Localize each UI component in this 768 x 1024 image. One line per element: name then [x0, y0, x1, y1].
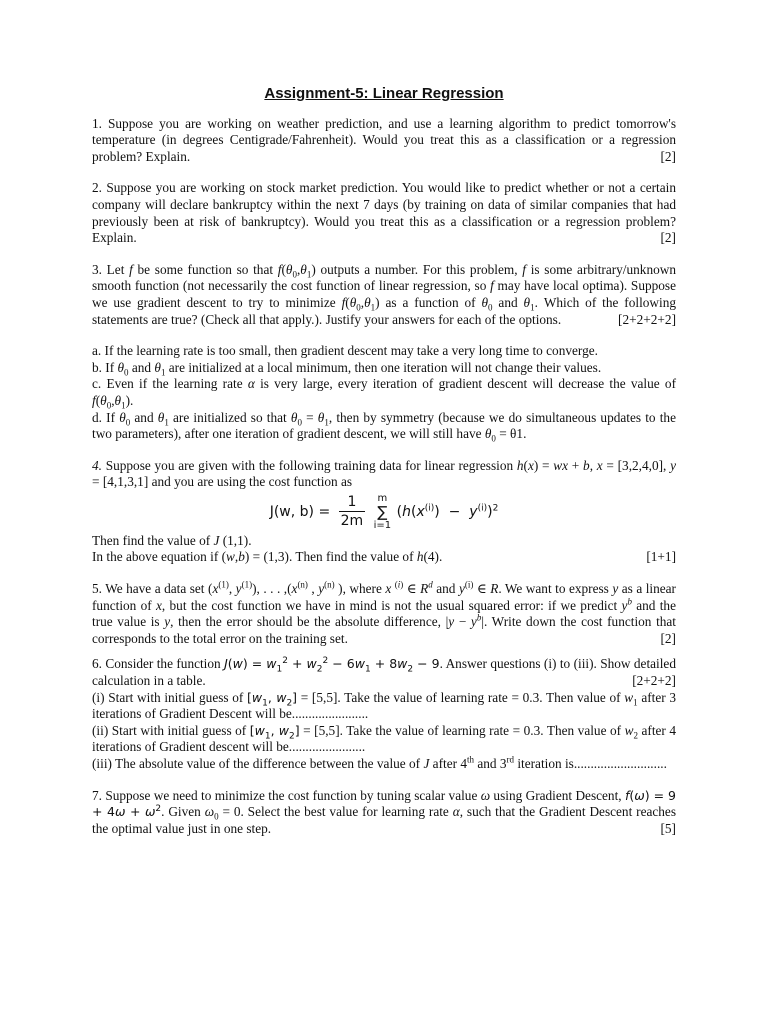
formula-body: $(h(x^{(i)}) - y^{(i)})^2$ [396, 503, 499, 520]
question-3-text: 3. Let f be some function so that $f(\theta_0,\theta_1)$ outputs a number. For this problem, f is some arbitrary/unknown smooth function (not necessarily the cost function of linear regression, so f may have local optima). Suppose we use gradient descent to try to minimize $f(\theta_0,\theta_1)$ as a function of $\theta_0$ and $\theta_1$. Which of the following statements are true? (Check all that apply.). Justify your answers for each of the options. [92, 261, 677, 327]
question-6-part-iii: (iii) The absolute value of the difference between the value of J after 4th and 3rd iteration is............................ [92, 754, 667, 771]
page-title: Assignment-5: Linear Regression [264, 85, 504, 102]
question-2-marks: [2] [660, 230, 676, 246]
option-d: d. If $\theta_0$ and $\theta_1$ are initialized so that $\theta_0 = \theta_1$, then by symmetry (because we do simultaneous updates to the two parameters), after one iteration of gradient descent, we will still have $\theta_0 = \theta 1$. [92, 409, 676, 444]
question-1 [92, 116, 676, 166]
formula-lhs: J(w, b) = [269, 503, 331, 520]
question-3 [92, 262, 676, 328]
cost-function-formula [92, 493, 676, 531]
question-5-text: 5. We have a data set ($x^{(1)}$, $y^{(1)}$), . . . $,(x^{(n)}$ , $y^{(n)}$ ), where x $^{(i)}$ ∈ $R^d$ and $y^{(i)}$ ∈ R. We want to express y as a linear function of x, but the cost function we have in mind is not the usual squared error: if we predict $y^b$ and the true value is y, then the error should be the absolute difference, $|y - y^b|$. Write down the cost function that corresponds to the total error on the training set. [92, 579, 677, 646]
question-4-marks: [1+1] [646, 549, 676, 565]
option-a: a. If the learning rate is too small, then gradient descent may take a very long time to converge. [92, 343, 598, 359]
question-5 [92, 581, 676, 647]
question-6-part-ii: (ii) Start with initial guess of [$w_1$, $w_2] = [5,5]$. Take the value of learning rate = 0.3. Then value of $w_2$ after 4 iterations of Gradient descent will be....................... [92, 722, 677, 755]
sum-lower-limit: i=1 [373, 519, 392, 531]
question-6-marks: [2+2+2] [632, 673, 676, 689]
question-7-text: 7. Suppose we need to minimize the cost function by tuning scalar value ω using Gradient Descent, $f(\omega) = 9 + 4\omega + \omega^2$. Given $\omega_0 = 0$. Select the best value for learning rate α, such that the Gradient Descent reaches the optimal value just in one step. [92, 787, 677, 836]
question-6 [92, 656, 676, 689]
question-2-text: 2. Suppose you are working on stock market prediction. You would like to predict whether or not a certain company will declare bankruptcy within the next 7 days (by training on data of similar companies that had previously been at risk of bankruptcy). Would you treat this as a classification or a regression problem? Explain. [92, 180, 676, 246]
question-4 [92, 458, 676, 491]
question-4-line-2 [92, 549, 676, 566]
formula-numerator: 1 [339, 493, 366, 512]
question-4-text: 4. Suppose you are given with the following training data for linear regression h(x) = wx + b, x = [3,2,4,0], y = [4,1,3,1] and you are using the cost function as [92, 457, 677, 490]
question-4-line-1: Then find the value of J (1,1). [92, 532, 252, 548]
question-7 [92, 788, 676, 838]
question-7-marks: [5] [660, 820, 676, 836]
question-5-marks: [2] [660, 630, 676, 646]
option-c: c. Even if the learning rate α is very large, every iteration of gradient descent will decrease the value of $f(\theta_0,\theta_1)$. [92, 376, 676, 411]
document-page [92, 86, 676, 837]
question-6-part-i: (i) Start with initial guess of [$w_1$, $w_2] = [5,5]$. Take the value of learning rate = 0.3. Then value of $w_1$ after 3 iterations of Gradient Descent will be....................... [92, 689, 676, 722]
question-3-marks: [2+2+2+2] [618, 311, 676, 327]
option-b: b. If $\theta_0$ and $\theta_1$ are initialized at a local minimum, then one iteration will not change their values. [92, 359, 602, 378]
sum-upper-limit: m [377, 492, 388, 504]
question-2 [92, 180, 676, 246]
summation-symbol [374, 493, 392, 531]
sigma-icon: ∑ [377, 502, 388, 521]
question-6-intro: 6. Consider the function $J(w) = w_1^2 + w_2^2 - 6w_1 + 8w_2 - 9$. Answer questions (i) to (iii). Show detailed calculation in a table. [92, 656, 676, 689]
question-1-marks: [2] [660, 148, 676, 164]
question-1-text: 1. Suppose you are working on weather prediction, and use a learning algorithm to predict tomorrow's temperature (in degrees Centigrade/Fahrenheit). Would you treat this as a classification or a regression problem? Explain. [92, 115, 676, 164]
formula-fraction [339, 493, 366, 530]
question-4-line-2-text: In the above equation if (w,b) = (1,3). Then find the value of h(4). [92, 549, 443, 565]
formula-denominator: 2m [340, 513, 364, 530]
